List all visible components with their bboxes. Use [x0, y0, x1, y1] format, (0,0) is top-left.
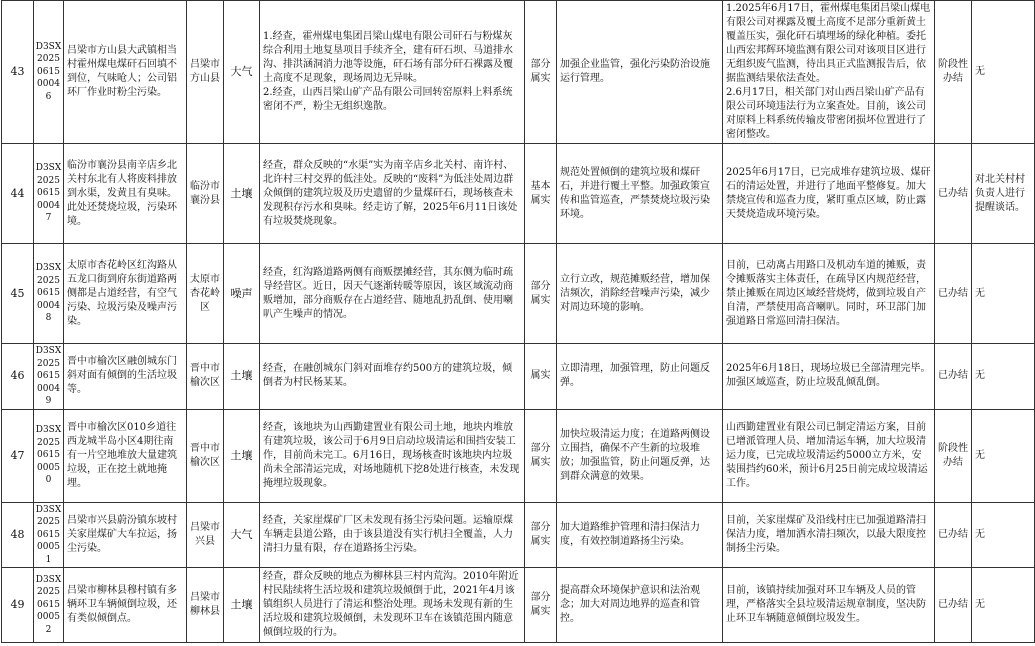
rectification-progress: 目前，该镇持续加强对环卫车辆及人员的管理，严格落实全县垃圾清运规章制度，坚决防止环卫车辆随意倾倒垃圾发生。 — [723, 568, 935, 643]
case-code: D3SX2025061500048 — [34, 244, 64, 344]
pollution-category: 噪声 — [224, 244, 260, 344]
pollution-category: 土壤 — [224, 144, 260, 244]
rectification-progress: 目前，已动离占用路口及机动车道的摊贩，责令摊贩落实主体责任，在疏导区内规范经营，禁止摊贩在周边区域经营烧烤，做到垃圾自产自清，严禁使用高音喇叭。同时，环卫部门加强道路日常巡回清扫保洁。 — [723, 244, 935, 344]
pollution-category: 大气 — [224, 502, 260, 568]
rectification-measures: 规范处置倾倒的建筑垃圾和煤矸石，并进行覆土平整。加强政策宣传和监管巡查，严禁焚烧垃圾污染环境。 — [557, 144, 723, 244]
case-status: 已办结 — [935, 144, 972, 244]
investigation-findings: 经查，红沟路道路两侧有商贩摆摊经营，其东侧为临时疏导经营区。近日，因天气逐渐转暖等原因，该区域流动商贩增加，部分商贩存在占道经营、随地乱扔乱倒、使用喇叭产生噪声的情况。 — [260, 244, 525, 344]
accountability: 无 — [972, 568, 1035, 643]
rectification-measures: 加强企业监管，强化污染防治设施运行管理。 — [557, 1, 723, 144]
accountability: 无 — [972, 502, 1035, 568]
verdict: 属实 — [525, 344, 557, 410]
rectification-progress: 1.2025年6月17日，霍州煤电集团吕梁山煤电有限公司对裸露及覆土高度不足部分重新黄土覆盖压实，强化矸石填埋场的绿化种植。委托山西宏邦辉环境监测有限公司对该项目区进行无组织废气监测，待出具正式监测报告后，依据监测结果依法查处。 2.6月17日，相关部门对山西吕梁山矿产品有限公司环境违法行为立案查处。目前，该公司对原料上料系统传输皮带密闭损坏位置进行了密闭整改。 — [723, 1, 935, 144]
table-body — [2, 1, 1035, 643]
accountability: 无 — [972, 1, 1035, 144]
verdict: 部分属实 — [525, 568, 557, 643]
verdict: 部分属实 — [525, 409, 557, 502]
investigation-findings: 经查，群众反映的“水渠”实为南辛店乡北关村、南许村、北许村三村交界的低洼处。反映的“废料”为低洼处周边群众倾倒的建筑垃圾及历史遗留的少量煤矸石，现场核查未发现积存污水和臭味。经走访了解，2025年6月11日该处有垃圾焚烧现象。 — [260, 144, 525, 244]
case-code: D3SX2025061500047 — [34, 144, 64, 244]
region: 吕梁市柳林县 — [187, 568, 224, 643]
investigation-findings: 经查，在融创城东门斜对面堆存约500方的建筑垃圾，倾倒者为村民杨某某。 — [260, 344, 525, 410]
row-number: 43 — [2, 1, 34, 144]
complaint-text: 临汾市襄汾县南辛店乡北关村东北有人将废料排放到水渠，发黄且有臭味。此处还焚烧垃圾，污染环境。 — [64, 144, 187, 244]
pollution-category: 土壤 — [224, 409, 260, 502]
complaint-text: 晋中市榆次区010乡道往西龙城半岛小区4期往南有一片空地堆放大量建筑垃圾，正在挖土就地掩埋。 — [64, 409, 187, 502]
row-number: 48 — [2, 502, 34, 568]
investigation-findings: 经查，关家崖煤矿厂区未发现有扬尘污染问题。运输原煤车辆走县道公路，由于该县道没有实行机扫全覆盖，人力清扫力量有限，存在道路扬尘污染。 — [260, 502, 525, 568]
rectification-measures: 立即清理，加强管理，防止问题反弹。 — [557, 344, 723, 410]
case-status: 阶段性办结 — [935, 409, 972, 502]
pollution-category: 土壤 — [224, 344, 260, 410]
table-row — [2, 568, 1035, 643]
case-code: D3SX2025061500052 — [34, 568, 64, 643]
verdict: 基本属实 — [525, 144, 557, 244]
case-status: 已办结 — [935, 344, 972, 410]
rectification-progress: 2025年6月17日，已完成堆存建筑垃圾、煤矸石的清运处置，并进行了地面平整修复。加大禁烧宣传和巡查力度，紧盯重点区域，防止露天焚烧造成环境污染。 — [723, 144, 935, 244]
accountability: 无 — [972, 244, 1035, 344]
complaint-text: 吕梁市柳林县穆村镇有多辆环卫车辆倾倒垃圾，还有类似倾倒点。 — [64, 568, 187, 643]
rectification-progress: 山西勤建置业有限公司已制定清运方案，目前已增派管理人员、增加清运车辆，加大垃圾清运力度，已完成垃圾清运约5000立方米，安装围挡约60米，预计6月25日前完成垃圾清运工作。 — [723, 409, 935, 502]
region: 吕梁市兴县 — [187, 502, 224, 568]
case-status: 已办结 — [935, 502, 972, 568]
case-status: 已办结 — [935, 568, 972, 643]
investigation-findings: 经查，该地块为山西勤建置业有限公司土地，地块内堆放有建筑垃圾，该公司于6月9日启动垃圾清运和围挡安装工作，目前尚未完工。6月16日，现场核查时该地块内垃圾尚未全部清运完成，对场地随机下挖8处进行核查，未发现掩埋垃圾现象。 — [260, 409, 525, 502]
case-code: D3SX2025061500050 — [34, 409, 64, 502]
rectification-measures: 立行立改，规范摊贩经营，增加保洁频次，消除经营噪声污染，减少对周边环境的影响。 — [557, 244, 723, 344]
case-status: 阶段性办结 — [935, 1, 972, 144]
complaint-text: 吕梁市方山县大武镇相当村霍州煤电煤矸石回填不到位，气味呛人；公司铝环厂作业时粉尘污染。 — [64, 1, 187, 144]
table-row — [2, 1, 1035, 144]
table-row — [2, 502, 1035, 568]
pollution-category: 大气 — [224, 1, 260, 144]
table-row — [2, 409, 1035, 502]
region: 晋中市榆次区 — [187, 409, 224, 502]
complaint-text: 吕梁市兴县蔚汾镇东坡村关家崖煤矿大车拉运，扬尘污染。 — [64, 502, 187, 568]
table-row — [2, 344, 1035, 410]
region: 吕梁市方山县 — [187, 1, 224, 144]
case-code: D3SX2025061500051 — [34, 502, 64, 568]
table-row — [2, 144, 1035, 244]
region: 晋中市榆次区 — [187, 344, 224, 410]
case-code: D3SX2025061500049 — [34, 344, 64, 410]
rectification-progress: 2025年6月18日，现场垃圾已全部清理完毕。加强区域巡查，防止垃圾乱倾乱倒。 — [723, 344, 935, 410]
row-number: 46 — [2, 344, 34, 410]
complaints-table — [1, 0, 1035, 643]
region: 临汾市襄汾县 — [187, 144, 224, 244]
case-status: 已办结 — [935, 244, 972, 344]
accountability: 无 — [972, 344, 1035, 410]
row-number: 45 — [2, 244, 34, 344]
verdict: 部分属实 — [525, 502, 557, 568]
complaint-text: 晋中市榆次区融创城东门斜对面有倾倒的生活垃圾等。 — [64, 344, 187, 410]
rectification-measures: 加大道路维护管理和清扫保洁力度，有效控制道路扬尘污染。 — [557, 502, 723, 568]
row-number: 44 — [2, 144, 34, 244]
table-row — [2, 244, 1035, 344]
complaint-text: 太原市杏花岭区红沟路从五龙口街到府东街道路两侧都是占道经营，有空气污染、垃圾污染及噪声污染。 — [64, 244, 187, 344]
accountability: 对北关村村负责人进行提醒谈话。 — [972, 144, 1035, 244]
region: 太原市杏花岭区 — [187, 244, 224, 344]
verdict: 部分属实 — [525, 244, 557, 344]
rectification-measures: 提高群众环境保护意识和法治观念；加大对周边地界的巡查和管控。 — [557, 568, 723, 643]
row-number: 49 — [2, 568, 34, 643]
rectification-progress: 目前，关家崖煤矿及沿线村庄已加强道路清扫保洁力度，增加洒水清扫频次，以最大限度控制扬尘污染。 — [723, 502, 935, 568]
pollution-category: 土壤 — [224, 568, 260, 643]
rectification-measures: 加快垃圾清运力度；在道路两侧设立围挡，确保不产生新的垃圾堆放；加强监管，防止问题反弹，达到群众满意的效果。 — [557, 409, 723, 502]
case-code: D3SX2025061500046 — [34, 1, 64, 144]
investigation-findings: 1.经查，霍州煤电集团吕梁山煤电有限公司矸石与粉煤灰综合利用土地复垦项目手续齐全，建有矸石坝、马道排水沟、排洪涵洞消力池等设施，矸石场有部分矸石裸露及覆土高度不足现象，现场周边无异味。 2.经查，山西吕梁山矿产品有限公司回转窑原料上料系统密闭不严，粉尘无组织逸散。 — [260, 1, 525, 144]
accountability: 无 — [972, 409, 1035, 502]
row-number: 47 — [2, 409, 34, 502]
investigation-findings: 经查，群众反映的地点为柳林县三村内荒沟。2010年附近村民陆续将生活垃圾和建筑垃圾倾倒于此，2021年4月该镇组织人员进行了清运和整治处理。现场未发现有新的生活垃圾和建筑垃圾倾倒，未发现环卫车在该镇范围内随意倾倒垃圾的行为。 — [260, 568, 525, 643]
verdict: 部分属实 — [525, 1, 557, 144]
